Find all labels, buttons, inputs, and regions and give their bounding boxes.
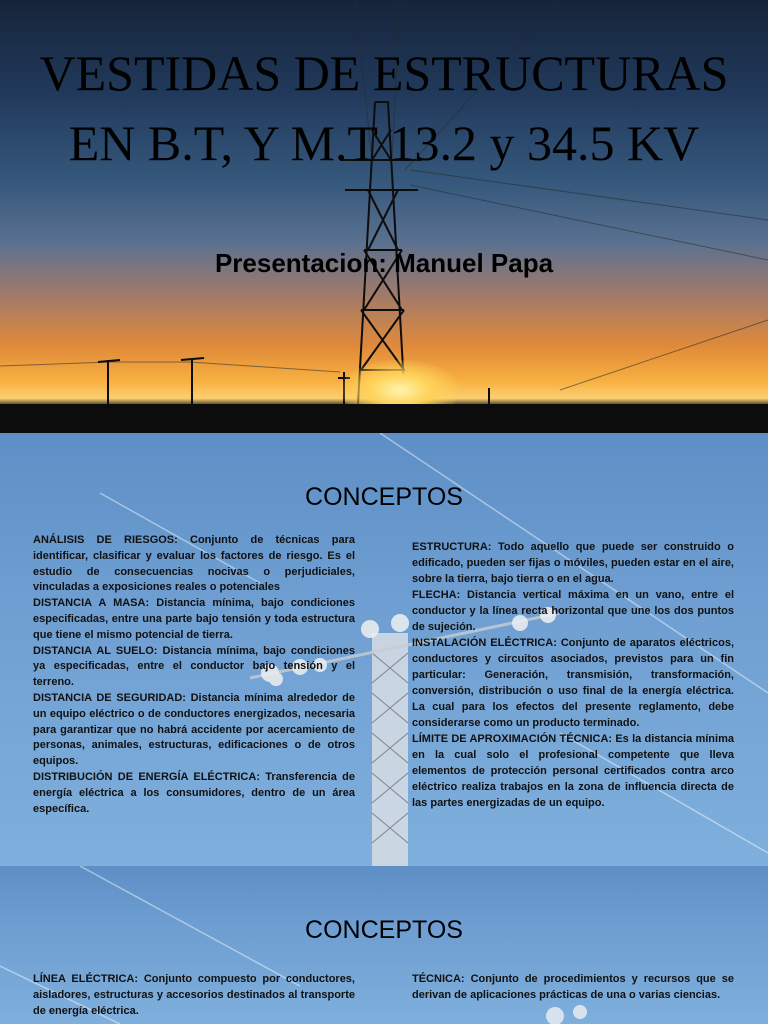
presentation-title: VESTIDAS DE ESTRUCTURAS EN B.T, Y M.T 13.2 y 34.5 KV — [39, 45, 729, 171]
definition-item: DISTRIBUCIÓN DE ENERGÍA ELÉCTRICA: Transferencia de energía eléctrica a los consumidores, dentro de un área específica. — [33, 770, 355, 815]
concepts-right-column — [412, 972, 734, 1004]
definition-item: TÉCNICA: Conjunto de procedimientos y recursos que se derivan de aplicaciones prácticas de una o varias ciencias. — [412, 973, 734, 1001]
definition-item: DISTANCIA A MASA: Distancia mínima, bajo condiciones especificadas, entre una parte bajo tensión y toda estructura que tiene el mismo potencial de tierra. — [33, 597, 355, 641]
title-slide — [0, 0, 768, 433]
concepts-slide-2 — [0, 866, 768, 1024]
definition-item: FLECHA: Distancia vertical máxima en un vano, entre el conductor y la línea recta horizontal que une los dos puntos de sujeción. — [412, 589, 734, 633]
ground — [0, 404, 768, 433]
section-heading: CONCEPTOS — [305, 916, 463, 944]
definition-item: INSTALACIÓN ELÉCTRICA: Conjunto de aparatos eléctricos, conductores y circuitos asociados, previstos para un fin particular: Generación, transmisión, transformación, conversión, distribución o uso final de la energía eléctrica. La cual para los efectos del presente reglamento, debe considerarse como un producto terminado. — [412, 637, 734, 729]
definition-item: ANÁLISIS DE RIESGOS: Conjunto de técnicas para identificar, clasificar y evaluar los factores de riesgo. Es el estudio de consecuencias nocivas o perjudiciales, vinculadas a exposiciones reales o potenciales — [33, 534, 355, 594]
presentation-subtitle: Presentacion: Manuel Papa — [214, 248, 554, 278]
concepts-slide-1 — [0, 433, 768, 866]
concepts-left-column — [33, 972, 355, 1019]
definition-item: LÍMITE DE APROXIMACIÓN TÉCNICA: Es la distancia mínima en la cual solo el profesional competente que lleva elementos de protección personal certificados contra arco eléctrico realiza trabajos en la zona de influencia directa de las partes energizadas de un equipo. — [412, 733, 734, 809]
definition-item: DISTANCIA AL SUELO: Distancia mínima, bajo condiciones ya especificadas, entre el conductor bajo tensión y el terreno. — [33, 644, 356, 689]
definition-item: ESTRUCTURA: Todo aquello que puede ser construido o edificado, pueden ser fijas o móviles, pueden estar en el aire, sobre la tierra, bajo tierra o en el agua. — [412, 541, 734, 585]
concepts-right-column — [412, 539, 734, 811]
section-heading: CONCEPTOS — [305, 483, 463, 511]
definition-item: DISTANCIA DE SEGURIDAD: Distancia mínima alrededor de un equipo eléctrico o de conductores energizados, necesaria para garantizar que no habrá accidente por acercamiento de personas, animales, estructuras, edificaciones o de otros equipos. — [33, 691, 355, 768]
definition-item: LÍNEA ELÉCTRICA: Conjunto compuesto por conductores, aisladores, estructuras y accesorios destinados al transporte de energía eléctrica. — [33, 973, 355, 1017]
concepts-left-column — [33, 533, 355, 817]
